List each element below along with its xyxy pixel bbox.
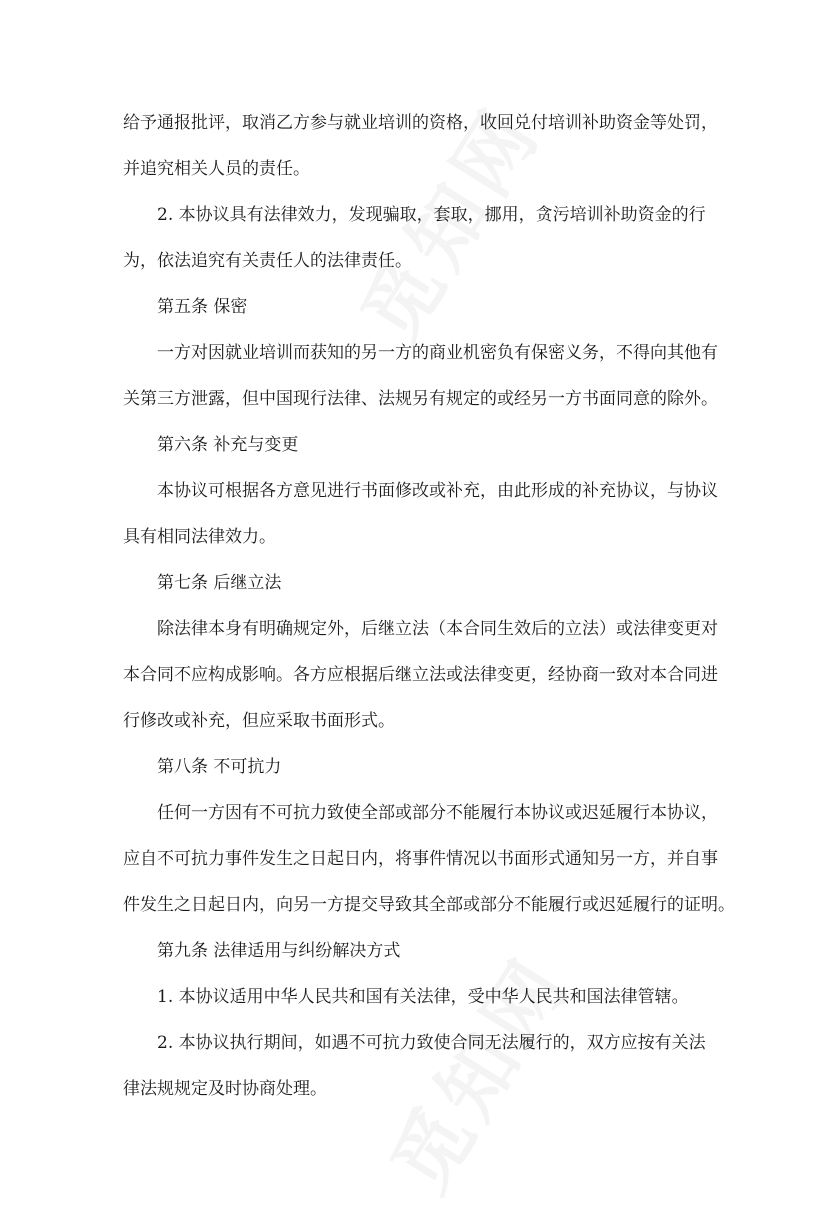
paragraph-line: 关第三方泄露，但中国现行法律、法规另有规定的或经另一方书面同意的除外。 bbox=[123, 389, 718, 409]
paragraph bbox=[123, 974, 721, 1020]
paragraph-line: 律法规规定及时协商处理。 bbox=[123, 1079, 327, 1099]
paragraph-line: 任何一方因有不可抗力致使全部或部分不能履行本协议或迟延履行本协议， bbox=[157, 803, 718, 823]
paragraph-line: 为，依法追究有关责任人的法律责任。 bbox=[123, 251, 412, 271]
paragraph-line: 一方对因就业培训而获知的另一方的商业机密负有保密义务，不得向其他有 bbox=[157, 343, 718, 363]
paragraph-line: 第五条 保密 bbox=[157, 297, 248, 317]
paragraph bbox=[123, 790, 735, 928]
paragraph bbox=[123, 100, 721, 192]
paragraph-line: 给予通报批评，取消乙方参与就业培训的资格，收回兑付培训补助资金等处罚， bbox=[123, 113, 718, 133]
paragraph-line: 并追究相关人员的责任。 bbox=[123, 159, 310, 179]
paragraph bbox=[123, 1020, 721, 1112]
paragraph-line: 第八条 不可抗力 bbox=[157, 757, 282, 777]
paragraph-line: 第六条 补充与变更 bbox=[157, 435, 299, 455]
paragraph-line: 除法律本身有明确规定外，后继立法（本合同生效后的立法）或法律变更对 bbox=[157, 619, 718, 639]
paragraph-line: 行修改或补充，但应采取书面形式。 bbox=[123, 711, 395, 731]
paragraph bbox=[123, 560, 721, 606]
paragraph bbox=[123, 928, 721, 974]
paragraph-line: 第七条 后继立法 bbox=[157, 573, 282, 593]
paragraph-line: 具有相同法律效力。 bbox=[123, 527, 276, 547]
paragraph-line: 1. 本协议适用中华人民共和国有关法律，受中华人民共和国法律管辖。 bbox=[157, 987, 689, 1007]
paragraph-line: 应自不可抗力事件发生之日起日内，将事件情况以书面形式通知另一方，并自事 bbox=[123, 849, 718, 869]
document-body bbox=[123, 100, 735, 1112]
paragraph-line: 本合同不应构成影响。各方应根据后继立法或法律变更，经协商一致对本合同进 bbox=[123, 665, 718, 685]
paragraph-line: 本协议可根据各方意见进行书面修改或补充，由此形成的补充协议，与协议 bbox=[157, 481, 718, 501]
paragraph-line: 第九条 法律适用与纠纷解决方式 bbox=[157, 941, 401, 961]
paragraph-line: 2. 本协议执行期间，如遇不可抗力致使合同无法履行的，双方应按有关法 bbox=[157, 1033, 706, 1053]
paragraph-line: 2. 本协议具有法律效力，发现骗取，套取，挪用，贪污培训补助资金的行 bbox=[157, 205, 706, 225]
paragraph bbox=[123, 330, 721, 422]
paragraph bbox=[123, 284, 721, 330]
paragraph bbox=[123, 422, 721, 468]
paragraph bbox=[123, 744, 721, 790]
paragraph bbox=[123, 468, 721, 560]
paragraph bbox=[123, 606, 721, 744]
paragraph bbox=[123, 192, 721, 284]
paragraph-line: 件发生之日起日内，向另一方提交导致其全部或部分不能履行或迟延履行的证明。 bbox=[123, 895, 735, 915]
